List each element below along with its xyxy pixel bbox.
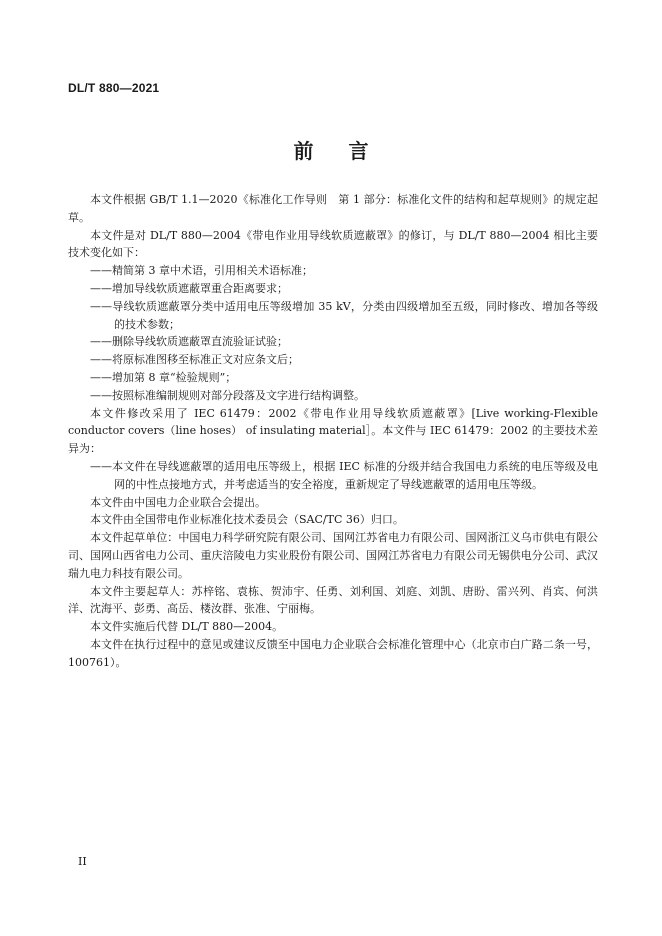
list-item: ——导线软质遮蔽罩分类中适用电压等级增加 35 kV，分类由四级增加至五级，同时修改、增加各等级的技术参数； <box>90 299 598 331</box>
paragraph-drafting-units: 本文件起草单位：中国电力科学研究院有限公司、国网江苏省电力有限公司、国网浙江义乌市供电有限公司、国网山西省电力公司、重庆涪陵电力实业股份有限公司、国网江苏省电力有限公司无锡供电分公司、武汉瑞九电力科技有限公司。 <box>68 531 598 580</box>
paragraph-drafting-basis: 本文件根据 GB/T 1.1—2020《标准化工作导则 第 1 部分：标准化文件的结构和起草规则》的规定起草。 <box>68 193 598 224</box>
document-body <box>68 191 598 672</box>
paragraph-feedback: 本文件在执行过程中的意见或建议反馈至中国电力企业联合会标准化管理中心（北京市白广路二条一号，100761）。 <box>68 637 598 669</box>
paragraph-drafters: 本文件主要起草人：苏梓铭、袁栋、贺沛宇、任勇、刘利国、刘庭、刘凯、唐盼、雷兴列、肖宾、何洪洋、沈海平、彭勇、高岳、楼汝群、张准、宁丽梅。 <box>68 584 598 616</box>
paragraph-iec-adoption: 本文件修改采用了 IEC 61479：2002《带电作业用导线软质遮蔽罩》[Live working-Flexible conductor covers（line hoses） of insulating material］。本文件与 IEC 61479：2002 的主要技术差异为： <box>68 406 598 456</box>
paragraph-committee: 本文件由全国带电作业标准化技术委员会（SAC/TC 36）归口。 <box>90 513 404 527</box>
list-item: ——删除导线软质遮蔽罩直流验证试验； <box>90 335 288 349</box>
list-item: ——本文件在导线遮蔽罩的适用电压等级上，根据 IEC 标准的分级并结合我国电力系统的电压等级及电网的中性点接地方式，并考虑适当的安全裕度，重新规定了导线遮蔽罩的适用电压等级。 <box>90 459 598 491</box>
list-item: ——将原标准图移至标准正文对应条文后； <box>90 353 299 367</box>
page-number: II <box>78 855 87 868</box>
paragraph-revision-intro: 本文件是对 DL/T 880—2004《带电作业用导线软质遮蔽罩》的修订，与 DL/T 880—2004 相比主要技术变化如下： <box>68 228 598 260</box>
list-item: ——按照标准编制规则对部分段落及文字进行结构调整。 <box>90 388 365 402</box>
technical-changes-list <box>68 262 598 404</box>
page-title: 前 言 <box>293 139 369 163</box>
list-item: ——精简第 3 章中术语，引用相关术语标准； <box>90 264 313 278</box>
technical-differences-list <box>68 458 598 494</box>
paragraph-replacement: 本文件实施后代替 DL/T 880—2004。 <box>90 620 284 634</box>
paragraph-proposer: 本文件由中国电力企业联合会提出。 <box>90 495 266 509</box>
list-item: ——增加第 8 章“检验规则”； <box>90 370 237 384</box>
list-item: ——增加导线软质遮蔽罩重合距离要求； <box>90 281 288 295</box>
standard-code: DL/T 880—2021 <box>68 81 160 95</box>
